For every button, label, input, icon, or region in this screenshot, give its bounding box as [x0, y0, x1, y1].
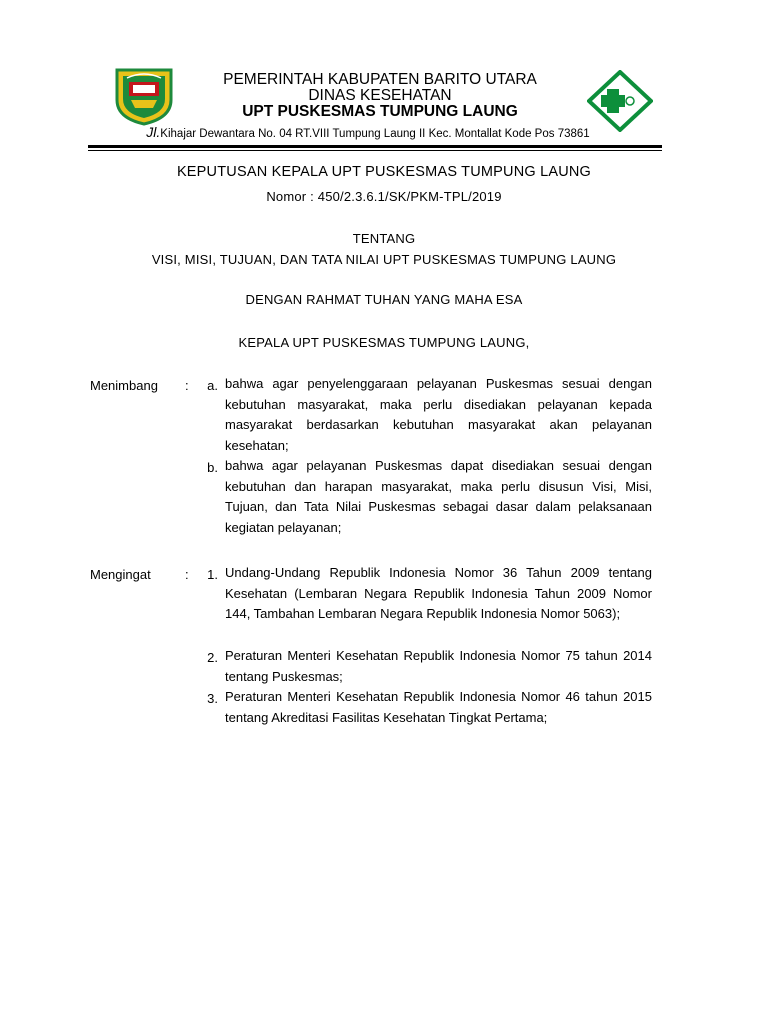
document-subject: VISI, MISI, TUJUAN, DAN TATA NILAI UPT PUSKESMAS TUMPUNG LAUNG — [151, 252, 617, 267]
letterhead-address — [108, 124, 628, 140]
mengingat-marker-1: 1. — [207, 567, 218, 582]
puskesmas-cross-icon — [587, 70, 653, 132]
menimbang-colon: : — [185, 378, 189, 393]
authority-line: KEPALA UPT PUSKESMAS TUMPUNG LAUNG, — [238, 335, 530, 350]
letterhead-government: PEMERINTAH KABUPATEN BARITO UTARA — [223, 71, 537, 88]
address-prefix: Jl. — [146, 124, 161, 140]
menimbang-item-a: bahwa agar penyelenggaraan pelayanan Puskesmas sesuai dengan kebutuhan masyarakat, maka perlu disediakan pelayanan kepada masyarakat berdasarkan kebutuhan masyarakat akan pelayanan kesehatan; — [225, 376, 652, 453]
barito-utara-emblem-icon — [113, 66, 175, 126]
menimbang-marker-a: a. — [207, 378, 218, 393]
tentang-heading: TENTANG — [352, 231, 416, 246]
mengingat-marker-2: 2. — [207, 650, 218, 665]
menimbang-item-b: bahwa agar pelayanan Puskesmas dapat disediakan sesuai dengan kebutuhan dan harapan masyarakat, maka perlu disusun Visi, Misi, Tujuan, dan Tata Nilai Puskesmas sebagai dasar dalam pelaksanaan kegiatan pelayanan; — [225, 458, 652, 535]
mengingat-label: Mengingat — [90, 567, 151, 582]
address-text: Kihajar Dewantara No. 04 RT.VIII Tumpung Laung II Kec. Montallat Kode Pos 73861 — [160, 128, 590, 140]
mengingat-item-3: Peraturan Menteri Kesehatan Republik Indonesia Nomor 46 tahun 2015 tentang Akreditasi Fasilitas Kesehatan Tingkat Pertama; — [225, 689, 652, 725]
mengingat-colon: : — [185, 567, 189, 582]
mengingat-item-2: Peraturan Menteri Kesehatan Republik Indonesia Nomor 75 tahun 2014 tentang Puskesmas; — [225, 648, 652, 684]
menimbang-label: Menimbang — [90, 378, 158, 393]
letterhead-agency: DINAS KESEHATAN — [308, 87, 452, 104]
menimbang-marker-b: b. — [207, 460, 218, 475]
letterhead-divider-thin — [88, 150, 662, 151]
letterhead-unit: UPT PUSKESMAS TUMPUNG LAUNG — [242, 103, 518, 120]
letterhead-divider-thick — [88, 145, 662, 148]
blessing-line: DENGAN RAHMAT TUHAN YANG MAHA ESA — [245, 292, 523, 307]
mengingat-item-1: Undang-Undang Republik Indonesia Nomor 36 Tahun 2009 tentang Kesehatan (Lembaran Negara Republik Indonesia Tahun 2009 Nomor 144, Tambahan Lembaran Negara Republik Indonesia Nomor 5063); — [225, 565, 652, 621]
document-title: KEPUTUSAN KEPALA UPT PUSKESMAS TUMPUNG LAUNG — [176, 164, 592, 180]
document-number: Nomor : 450/2.3.6.1/SK/PKM-TPL/2019 — [266, 189, 502, 204]
mengingat-marker-3: 3. — [207, 691, 218, 706]
